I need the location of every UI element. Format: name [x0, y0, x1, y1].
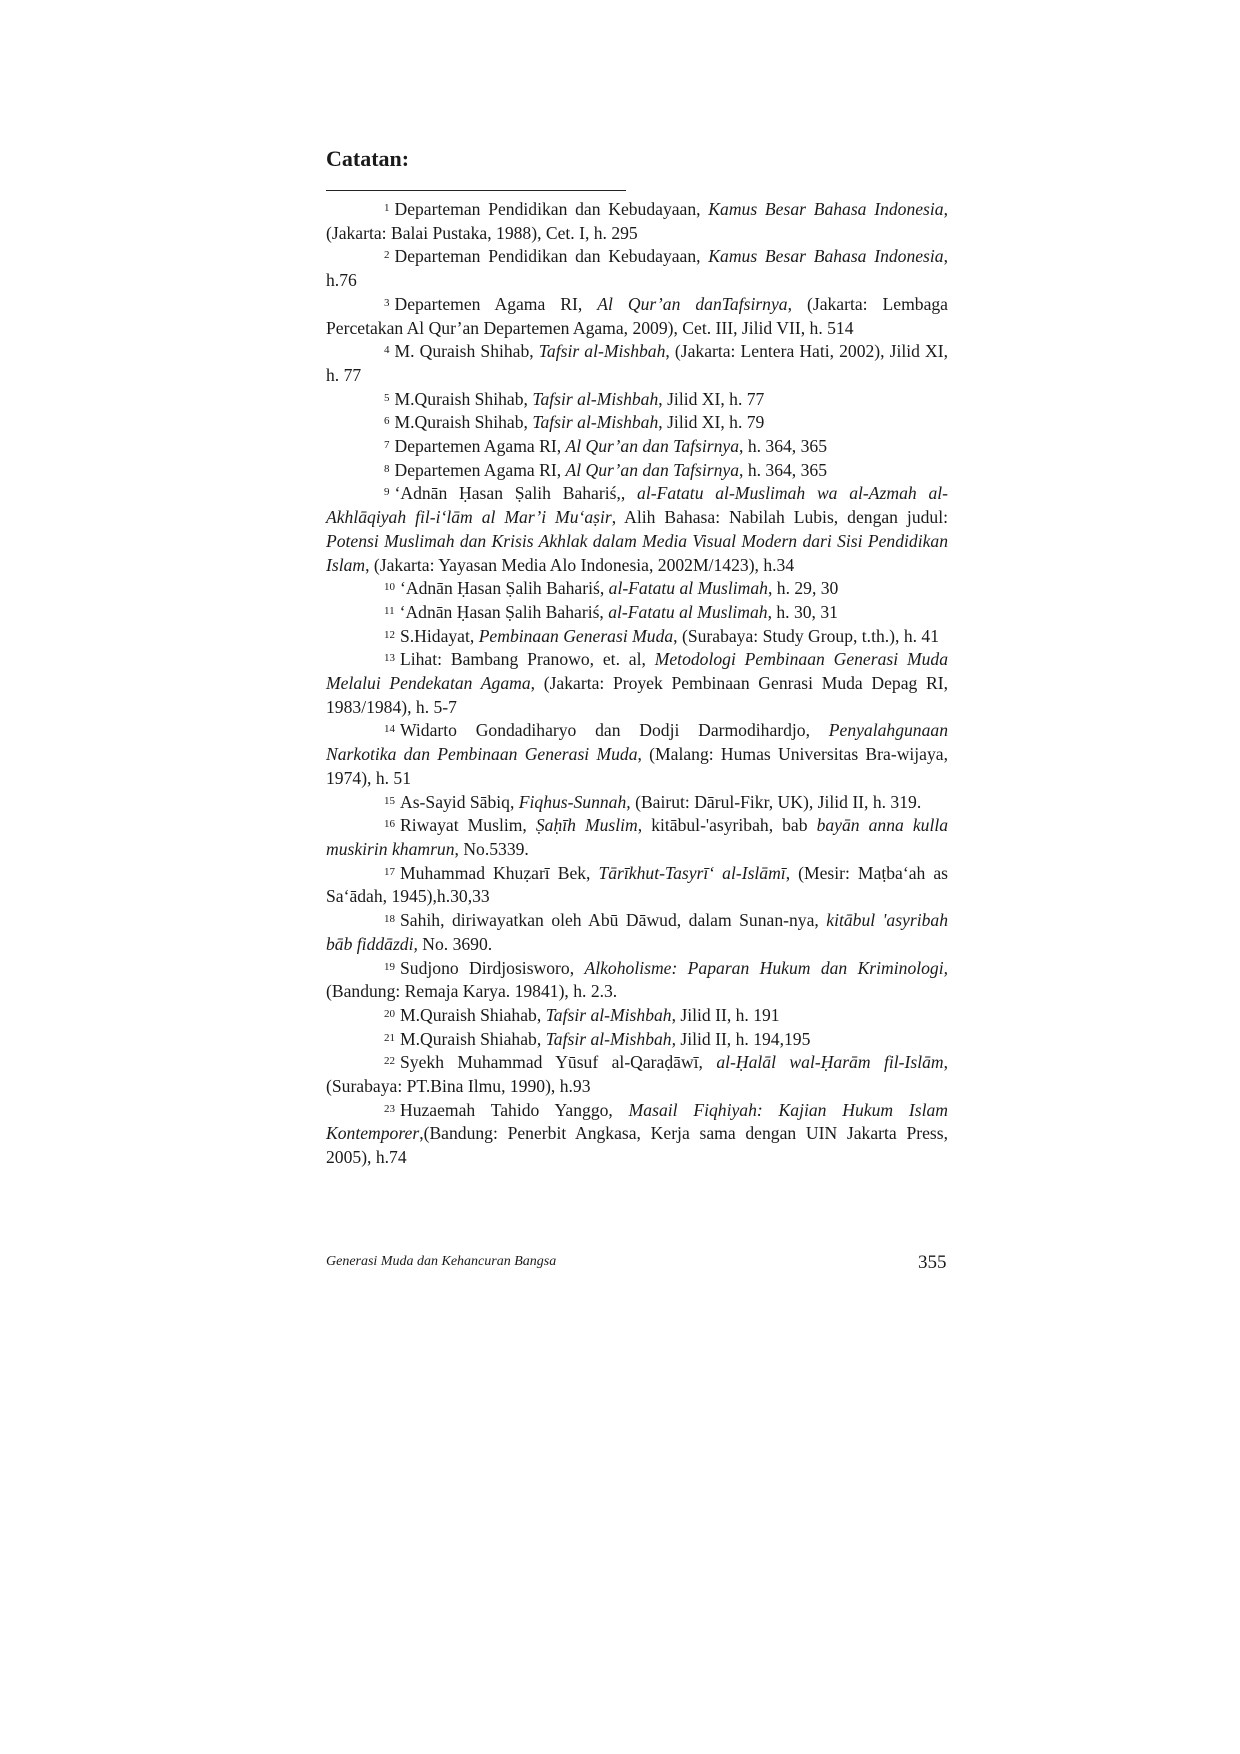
endnote-number: 19 [384, 960, 395, 973]
endnote-title-italic: Potensi Muslimah dan Krisis Akhlak dalam Media Visual Modern dari Sisi Pendidikan Islam [326, 530, 948, 575]
endnotes-list [326, 198, 948, 1170]
endnote-text: Departemen Agama RI, [394, 459, 566, 480]
endnote [326, 340, 948, 387]
endnote-text: ,(Bandung: Penerbit Angkasa, Kerja sama dengan UIN Jakarta Press, 2005), h.74 [326, 1123, 948, 1168]
endnote-text: , h. 30, 31 [767, 601, 838, 622]
endnote-title-italic: Al Qur’an dan Tafsirnya [565, 436, 740, 457]
endnote-text: ‘Adnān Ḥasan Ṣalih Bahariś, [399, 601, 609, 622]
endnote-text: M.Quraish Shihab, [394, 388, 533, 409]
endnote-text: M.Quraish Shiahab, [400, 1004, 546, 1025]
endnote [326, 293, 948, 340]
endnote-title-italic: Tafsir al-Mishbah [532, 412, 659, 433]
endnote [326, 245, 948, 292]
endnote-number: 4 [384, 344, 390, 357]
endnote-number: 18 [384, 913, 395, 926]
endnote-text: , kitābul-'asyribah, bab [637, 815, 817, 836]
endnote-text: , (Jakarta: Lembaga Percetakan Al Qur’an Departemen Agama, 2009), Cet. III, Jilid VII, h. 514 [326, 293, 948, 338]
endnote-text: S.Hidayat, [400, 625, 479, 646]
endnote-text: Widarto Gondadiharyo dan Dodji Darmodihardjo, [400, 720, 829, 741]
endnote-text: Jilid II, h. 194,195 [675, 1028, 811, 1049]
endnote-number: 6 [384, 415, 390, 428]
endnote-text: Departeman Pendidikan dan Kebudayaan, [394, 199, 709, 219]
endnote [326, 1099, 948, 1170]
endnote-title-italic: Tafsir al-Mishbah [545, 1004, 672, 1025]
endnote [326, 388, 948, 412]
endnote-title-italic: al-Ḥalāl wal-Ḥarām fil-Islām [716, 1052, 944, 1073]
endnote-text: M. Quraish Shihab, [394, 341, 539, 362]
endnote-text: Departeman Pendidikan dan Kebudayaan, [394, 246, 709, 267]
endnote-number: 3 [384, 296, 390, 309]
endnote [326, 435, 948, 459]
endnote-text: , (Jakarta: Yayasan Media Alo Indonesia, 2002M/1423), h.34 [365, 554, 795, 575]
endnote-text: , (Jakarta: Proyek Pembinaan Genrasi Muda Depag RI, 1983/1984), h. 5-7 [326, 673, 948, 717]
endnote [326, 1004, 948, 1028]
endnote-title-italic: Tafsir al-Mishbah [532, 388, 659, 409]
endnote-text: Huzaemah Tahido Yanggo, [400, 1099, 629, 1120]
endnote-text: Sahih, diriwayatkan oleh Abū Dāwud, dalam Sunan-nya, [400, 910, 827, 931]
endnote-number: 9 [384, 486, 390, 499]
endnote-text: Riwayat Muslim, [400, 815, 536, 836]
endnote-number: 14 [384, 723, 395, 736]
endnote-text: , h. 364, 365 [739, 436, 827, 457]
endnote-text: M.Quraish Shiahab, [400, 1028, 546, 1049]
endnote-text: , (Surabaya: PT.Bina Ilmu, 1990), h.93 [326, 1052, 948, 1097]
endnote-number: 17 [384, 865, 395, 878]
endnote-text: Lihat: Bambang Pranowo, et. al, [400, 649, 655, 670]
endnote-title-italic: Tafsir al-Mishbah, [545, 1028, 676, 1049]
endnote-title-italic: Al Qur’an danTafsirnya [597, 293, 788, 314]
endnote-text: Muhammad Khuẓarī Bek, [400, 862, 599, 883]
endnote-text: Syekh Muhammad Yūsuf al-Qaraḍāwī, [400, 1052, 717, 1073]
endnote-number: 2 [384, 249, 390, 262]
endnote-number: 21 [384, 1031, 395, 1044]
endnote-number: 20 [384, 1007, 395, 1020]
endnote-text: Sudjono Dirdjosisworo, [400, 957, 585, 978]
endnote-text: , h. 364, 365 [739, 459, 827, 480]
endnote-number: 16 [384, 818, 395, 831]
endnote-text: Departemen Agama RI, [394, 293, 598, 314]
endnote-text: ‘Adnān Ḥasan Ṣalih Bahariś,, [394, 483, 638, 504]
endnote-number: 7 [384, 439, 390, 452]
endnote-title-italic: Tārīkhut-Tasyrī‘ al-Islāmī [598, 862, 786, 883]
endnote-title-italic: Metodologi Pembinaan Generasi Muda Melalui Pendekatan Agama [326, 649, 948, 694]
endnote-text: No. 3690. [417, 933, 493, 954]
endnote [326, 648, 948, 719]
endnote-text: (Bairut: Dārul-Fikr, UK), Jilid II, h. 319. [630, 791, 922, 812]
endnote [326, 1051, 948, 1098]
endnote-text: , No.5339. [454, 838, 529, 859]
page-number: 355 [918, 1252, 947, 1273]
endnote-text: , h.76 [326, 246, 948, 291]
endnote-text: , h. 29, 30 [767, 578, 839, 599]
running-footer-title: Generasi Muda dan Kehancuran Bangsa [326, 1254, 557, 1269]
endnote [326, 791, 948, 815]
endnote-number: 10 [384, 581, 395, 594]
endnote-title-italic: al-Fatatu al Muslimah [608, 601, 768, 622]
endnote-number: 5 [384, 391, 390, 404]
endnote-text: , (Malang: Humas Universitas Bra-wijaya, 1974), h. 51 [326, 744, 948, 788]
endnote [326, 198, 948, 245]
endnote [326, 625, 948, 649]
endnote [326, 909, 948, 956]
endnote-text: M.Quraish Shihab, [394, 412, 533, 433]
endnote [326, 459, 948, 483]
endnote-number: 1 [384, 202, 390, 214]
endnote-title-italic: Kamus Besar Bahasa Indonesia [708, 199, 944, 219]
endnote [326, 601, 948, 625]
endnote [326, 577, 948, 601]
endnote-text: , (Jakarta: Lentera Hati, 2002), Jilid XI, h. 77 [326, 341, 948, 385]
endnote-title-italic: Pembinaan Generasi Muda [478, 625, 674, 646]
endnote-title-italic: kitābul 'asyribah bāb fiddāzdi, [326, 910, 948, 954]
endnote-title-italic: Tafsir al-Mishbah [538, 341, 666, 362]
endnote [326, 862, 948, 909]
endnote-title-italic: bayān anna kulla muskirin khamrun [326, 815, 949, 859]
endnote-text: , Jilid XI, h. 77 [658, 388, 765, 409]
endnote-title-italic: al-Fatatu al Muslimah [608, 578, 768, 599]
endnote-text: , (Mesir: Maṭba‘ah as Sa‘ādah, 1945),h.30,33 [326, 862, 948, 907]
endnote [326, 482, 948, 577]
endnote [326, 814, 948, 861]
endnote-text: , Alih Bahasa: Nabilah Lubis, dengan judul: [611, 507, 948, 528]
endnote-title-italic: Kamus Besar Bahasa Indonesia [708, 246, 944, 267]
endnote-number: 15 [384, 794, 395, 807]
endnote-text: Departemen Agama RI, [394, 436, 566, 457]
endnote-title-italic: Ṣaḥīh Muslim [535, 815, 638, 836]
endnote-number: 8 [384, 462, 390, 475]
endnote-text: As-Sayid Sābiq, [400, 791, 519, 812]
endnote-text: ‘Adnān Ḥasan Ṣalih Bahariś, [400, 578, 609, 599]
endnote-text: (Bandung: Remaja Karya. 19841), h. 2.3. [326, 981, 618, 1002]
endnote-number: 11 [384, 604, 395, 617]
endnote-title-italic: al-Fatatu al-Muslimah wa al-Azmah al-Akhlāqiyah fil-i‘lām al Mar’i Mu‘aṣir [326, 483, 948, 528]
endnote-text: , Jilid XI, h. 79 [658, 412, 765, 433]
endnote-number: 22 [384, 1055, 395, 1068]
heading-rule [326, 190, 626, 191]
endnote-title-italic: Fiqhus-Sunnah, [518, 791, 631, 812]
notes-heading: Catatan: [326, 146, 410, 171]
endnote-number: 23 [384, 1102, 395, 1115]
endnote-number: 12 [384, 628, 395, 641]
endnote-number: 13 [384, 652, 395, 665]
endnote [326, 957, 948, 1004]
endnote-title-italic: Penyalahgunaan Narkotika dan Pembinaan Generasi Muda [326, 720, 948, 765]
endnote-title-italic: Al Qur’an dan Tafsirnya [565, 459, 740, 480]
endnote [326, 1028, 948, 1052]
endnote-title-italic: Masail Fiqhiyah: Kajian Hukum Islam Kontemporer [326, 1099, 948, 1144]
endnote [326, 719, 948, 790]
endnote [326, 411, 948, 435]
endnote-title-italic: Alkoholisme: Paparan Hukum dan Kriminologi, [584, 957, 949, 978]
endnote-text: , Jilid II, h. 191 [671, 1004, 780, 1025]
endnote-text: , (Jakarta: Balai Pustaka, 1988), Cet. I, h. 295 [326, 199, 948, 243]
endnote-text: , (Surabaya: Study Group, t.th.), h. 41 [673, 625, 940, 646]
